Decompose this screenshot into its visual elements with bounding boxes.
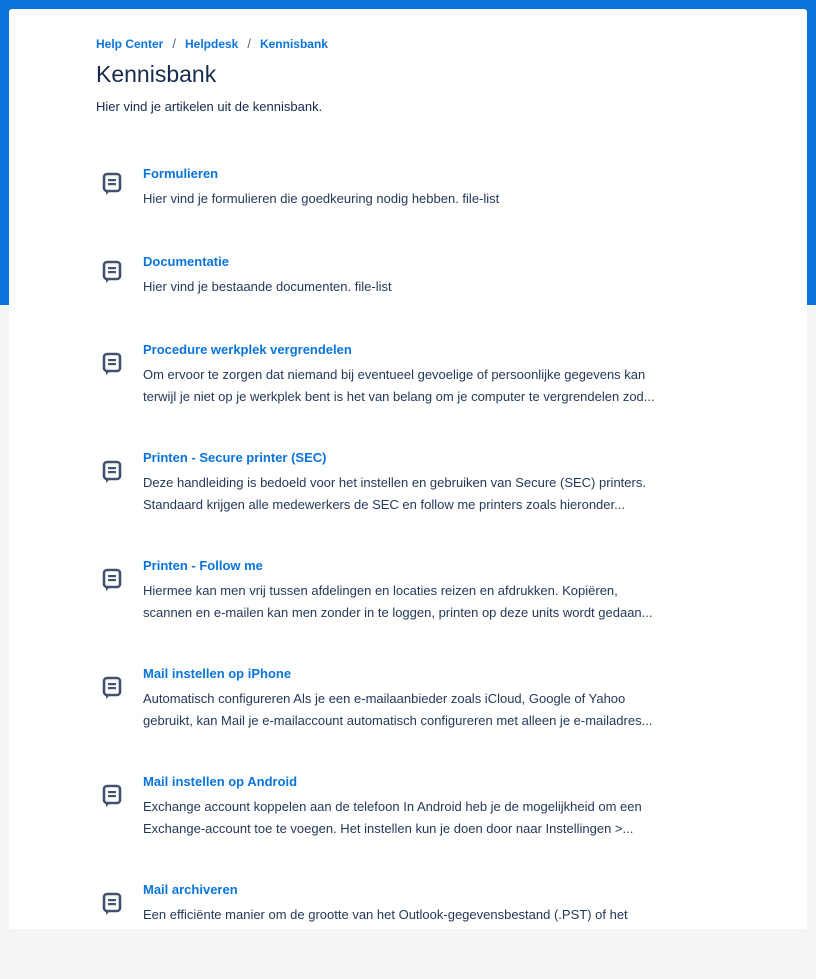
breadcrumb [96, 36, 328, 51]
breadcrumb-kennisbank[interactable]: Kennisbank [259, 36, 328, 51]
article-item-procedure-werkplek[interactable] [96, 331, 736, 439]
article-title[interactable]: Printen - Secure printer (SEC) [143, 450, 327, 465]
article-excerpt-line: Exchange account koppelen aan de telefoon In Android heb je de mogelijkheid om een [143, 799, 642, 814]
article-excerpt: Hier vind je bestaande documenten. file-list [143, 279, 392, 294]
article-excerpt [143, 796, 703, 840]
breadcrumb-help-center[interactable]: Help Center [96, 36, 164, 51]
article-excerpt-line: terwijl je niet op je werkplek bent is het van belang om je computer te vergrendelen zod... [143, 389, 655, 404]
article-list [96, 155, 736, 979]
article-icon [102, 676, 122, 700]
article-excerpt-line: Standaard krijgen alle medewerkers de SEC en follow me printers zoals hieronder... [143, 497, 625, 512]
article-title[interactable]: Procedure werkplek vergrendelen [143, 342, 352, 357]
article-icon [102, 260, 122, 284]
article-title[interactable]: Printen - Follow me [143, 558, 263, 573]
content-panel [9, 9, 807, 929]
article-excerpt-line: Exchange-account toe te voegen. Het instellen kun je doen door naar Instellingen >... [143, 821, 634, 836]
article-excerpt [143, 472, 703, 516]
article-excerpt-line: Automatisch configureren Als je een e-mailaanbieder zoals iCloud, Google of Yahoo [143, 691, 626, 706]
article-icon [102, 352, 122, 376]
article-title[interactable]: Documentatie [143, 254, 229, 269]
article-excerpt [143, 364, 703, 408]
article-excerpt [143, 688, 703, 732]
breadcrumb-separator: / [247, 36, 251, 51]
breadcrumb-separator: / [172, 36, 176, 51]
article-excerpt [143, 904, 703, 926]
article-excerpt-line: gebruikt, kan Mail je e-mailaccount automatisch configureren met alleen je e-mailadres... [143, 713, 653, 728]
article-icon [102, 568, 122, 592]
article-icon [102, 460, 122, 484]
article-title[interactable]: Mail instellen op Android [143, 774, 298, 789]
article-title[interactable]: Mail instellen op iPhone [143, 666, 292, 681]
article-excerpt-line: scannen en e-mailen kan men zonder in te loggen, printen op deze units wordt gedaan... [143, 605, 653, 620]
article-item-formulieren[interactable] [96, 155, 736, 243]
article-item-mail-iphone[interactable] [96, 655, 736, 763]
article-excerpt [143, 580, 703, 624]
page-title: Kennisbank [96, 61, 217, 87]
article-excerpt-line: Deze handleiding is bedoeld voor het instellen en gebruiken van Secure (SEC) printers. [143, 475, 646, 490]
article-excerpt-line: Hiermee kan men vrij tussen afdelingen en locaties reizen en afdrukken. Kopiëren, [143, 583, 618, 598]
page-description: Hier vind je artikelen uit de kennisbank. [96, 99, 323, 114]
article-item-documentatie[interactable] [96, 243, 736, 331]
article-excerpt-line: Een efficiënte manier om de grootte van het Outlook-gegevensbestand (.PST) of het [143, 907, 628, 922]
article-icon [102, 892, 122, 916]
article-item-mail-android[interactable] [96, 763, 736, 871]
article-item-mail-archiveren[interactable] [96, 871, 736, 979]
article-title[interactable]: Formulieren [143, 166, 219, 181]
article-title[interactable]: Mail archiveren [143, 882, 238, 897]
article-item-printen-sec[interactable] [96, 439, 736, 547]
article-excerpt: Hier vind je formulieren die goedkeuring nodig hebben. file-list [143, 191, 500, 206]
article-icon [102, 172, 122, 196]
article-item-printen-follow-me[interactable] [96, 547, 736, 655]
article-excerpt-line: Om ervoor te zorgen dat niemand bij eventueel gevoelige of persoonlijke gegevens kan [143, 367, 646, 382]
article-icon [102, 784, 122, 808]
breadcrumb-helpdesk[interactable]: Helpdesk [184, 36, 239, 51]
